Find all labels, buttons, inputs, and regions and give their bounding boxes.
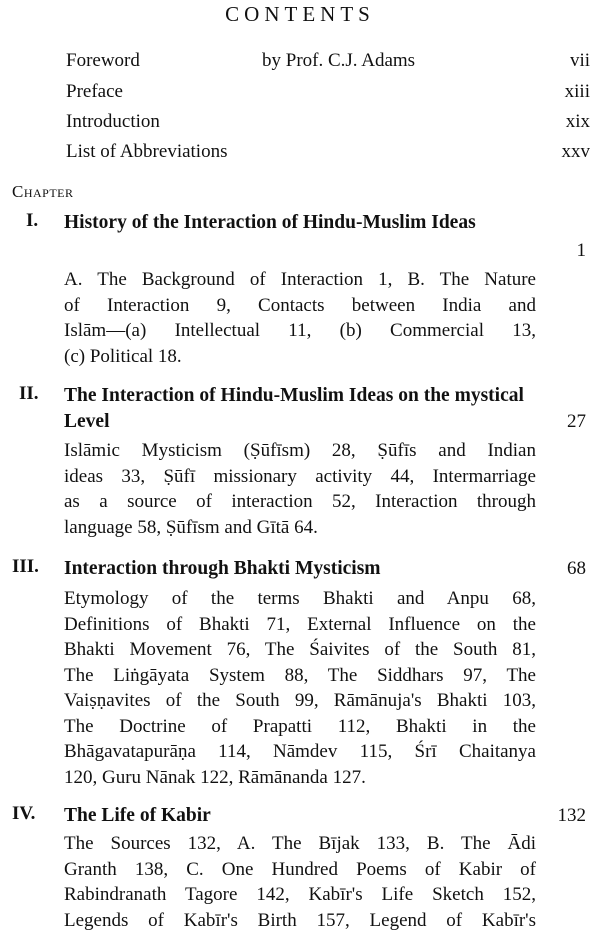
front-matter-page: xxv xyxy=(561,141,590,162)
front-matter-page: vii xyxy=(569,50,590,71)
chapter-heading: Chapter xyxy=(12,182,74,201)
description-line: Definitions of Bhakti 71, External Influence on the xyxy=(64,613,536,635)
description-line: as a source of interaction 52, Interaction through xyxy=(64,491,536,512)
chapter-page: 132 xyxy=(557,805,586,826)
front-matter-foreword[interactable] xyxy=(0,50,600,78)
front-matter-label: Preface xyxy=(66,81,123,102)
description-line: 120, Guru Nānak 122, Rāmānanda 127. xyxy=(64,766,366,788)
front-matter-label: List of Abbreviations xyxy=(66,141,228,162)
front-matter-preface[interactable] xyxy=(0,81,600,109)
front-matter-introduction[interactable] xyxy=(0,111,600,139)
description-line: Islām—(a) Intellectual 11, (b) Commercial 13, xyxy=(64,320,536,341)
chapter-title[interactable]: The Interaction of Hindu-Muslim Ideas on the mystical Level xyxy=(64,385,524,432)
chapter-page: 1 xyxy=(576,240,586,261)
chapter-description xyxy=(64,438,536,540)
front-matter-byline: by Prof. C.J. Adams xyxy=(262,50,416,71)
description-line: A. The Background of Interaction 1, B. The Nature xyxy=(64,269,536,290)
description-line: language 58, Ṣūfīsm and Gītā 64. xyxy=(64,516,318,538)
chapter-description xyxy=(64,586,536,790)
chapter-numeral: II. xyxy=(19,383,39,404)
front-matter-abbreviations[interactable] xyxy=(0,141,600,169)
chapter-title[interactable]: History of the Interaction of Hindu-Muslim Ideas xyxy=(64,212,476,233)
description-line: The Doctrine of Prapatti 112, Bhakti in the xyxy=(64,715,536,737)
description-line: Bhāgavatapurāṇa 114, Nāmdev 115, Śrī Chaitanya xyxy=(64,741,536,762)
description-line: Legends of Kabīr's Birth 157, Legend of Kabīr's xyxy=(64,909,536,931)
description-line: Vaiṣṇavites of the South 99, Rāmānuja's Bhakti 103, xyxy=(64,690,536,711)
description-line: The Liṅgāyata System 88, The Siddhars 97, The xyxy=(64,664,536,686)
chapter-page: 27 xyxy=(567,411,586,432)
chapter-numeral: III. xyxy=(12,556,39,577)
chapter-page: 68 xyxy=(567,558,586,579)
front-matter-label: Foreword xyxy=(66,50,140,71)
chapter-description xyxy=(64,267,536,369)
chapter-description xyxy=(64,831,536,933)
description-line: Rabindranath Tagore 142, Kabīr's Life Sketch 152, xyxy=(64,884,536,905)
description-line: Bhakti Movement 76, The Śaivites of the South 81, xyxy=(64,639,536,660)
description-line: (c) Political 18. xyxy=(64,345,182,367)
description-line: Islāmic Mysticism (Ṣūfīsm) 28, Ṣūfīs and Indian xyxy=(64,440,536,461)
chapter-title[interactable]: The Life of Kabir xyxy=(64,805,211,826)
chapter-numeral: I. xyxy=(26,210,39,231)
chapter-title[interactable]: Interaction through Bhakti Mysticism xyxy=(64,558,381,579)
description-line: Etymology of the terms Bhakti and Anpu 68, xyxy=(64,588,536,609)
page-title: CONTENTS xyxy=(225,2,375,26)
description-line: of Interaction 9, Contacts between India and xyxy=(64,294,536,316)
front-matter-label: Introduction xyxy=(66,111,160,132)
chapter-numeral: IV. xyxy=(12,803,36,824)
front-matter-page: xix xyxy=(565,111,590,132)
description-line: Granth 138, C. One Hundred Poems of Kabir of xyxy=(64,858,536,880)
front-matter-page: xiii xyxy=(564,81,590,102)
description-line: ideas 33, Ṣūfī missionary activity 44, Intermarriage xyxy=(64,465,536,487)
description-line: The Sources 132, A. The Bījak 133, B. The Ādi xyxy=(64,833,536,854)
